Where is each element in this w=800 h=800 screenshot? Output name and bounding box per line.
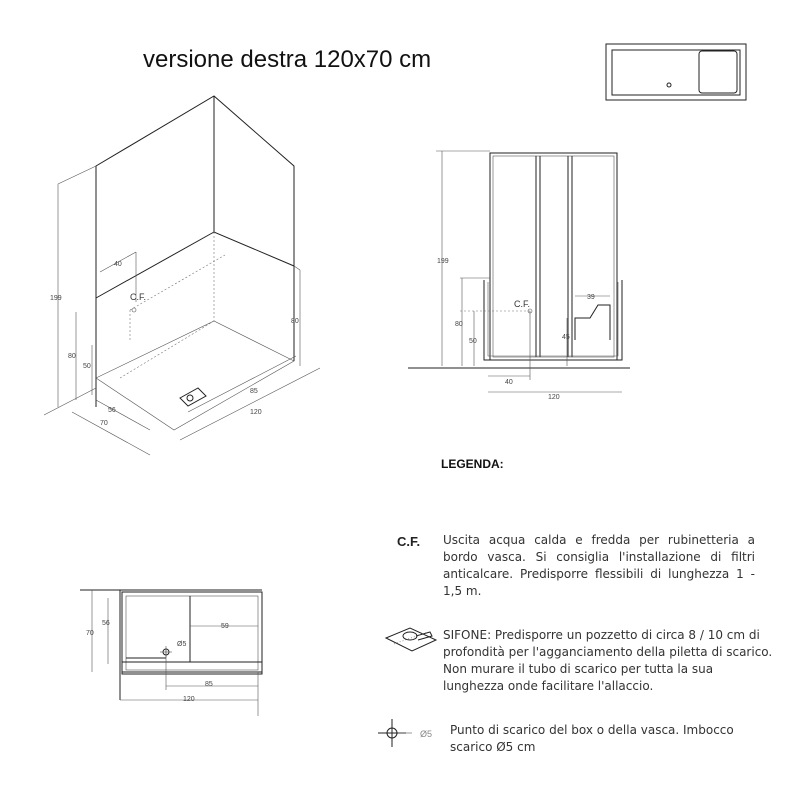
plan-thumbnail [606,44,746,100]
plan-dim-70: 70 [86,630,94,637]
plan-view [80,590,262,716]
iso-dim-80-left: 80 [68,353,76,360]
plan-dim-phi5: Ø5 [177,641,187,648]
plan-dim-56: 56 [102,620,110,627]
iso-dim-120: 120 [250,409,262,416]
drain-icon [180,388,206,406]
plan-dim-85: 85 [205,681,213,688]
legend-cf-code: C.F. [397,534,421,549]
front-cf-label: C.F. [514,299,531,309]
drawing-title: versione destra 120x70 cm [143,46,432,73]
front-dim-80: 80 [455,321,463,328]
legend-phi-text: Punto di scarico del box o della vasca. Imbocco scarico Ø5 cm [450,723,734,754]
iso-dim-50: 50 [83,363,91,370]
front-dim-120: 120 [548,394,560,401]
isometric-view [44,96,320,455]
legend-heading: LEGENDA: [441,457,504,471]
sifone-icon [386,628,436,651]
front-dim-45: 45 [562,334,570,341]
legend-sifone-text: SIFONE: Predisporre un pozzetto di circa 8 / 10 cm di profondità per l'agganciamento della piletta di scarico. Non murare il tubo di scarico per tutta la sua lunghezza onde facilitare l'allaccio. [443,628,773,693]
iso-dim-56: 56 [108,407,116,414]
iso-dim-40: 40 [114,261,122,268]
front-view [408,151,630,401]
iso-dim-85: 85 [250,388,258,395]
iso-dim-199: 199 [50,295,62,302]
iso-cf-label: C.F. [130,292,147,302]
front-dim-40: 40 [505,379,513,386]
iso-dim-80-right: 80 [291,318,299,325]
legend-cf-text: Uscita acqua calda e fredda per rubinetteria a bordo vasca. Si consiglia l'installazione di filtri anticalcare. Predisporre flessibili di lunghezza 1 - 1,5 m. [443,533,755,598]
plan-dim-120: 120 [183,696,195,703]
front-dim-39: 39 [587,294,595,301]
front-dim-199: 199 [437,258,449,265]
plan-dim-59: 59 [221,623,229,630]
drain-point-icon [378,719,412,747]
legend-phi-label: Ø5 [420,729,433,739]
front-dim-50: 50 [469,338,477,345]
iso-dim-70: 70 [100,420,108,427]
